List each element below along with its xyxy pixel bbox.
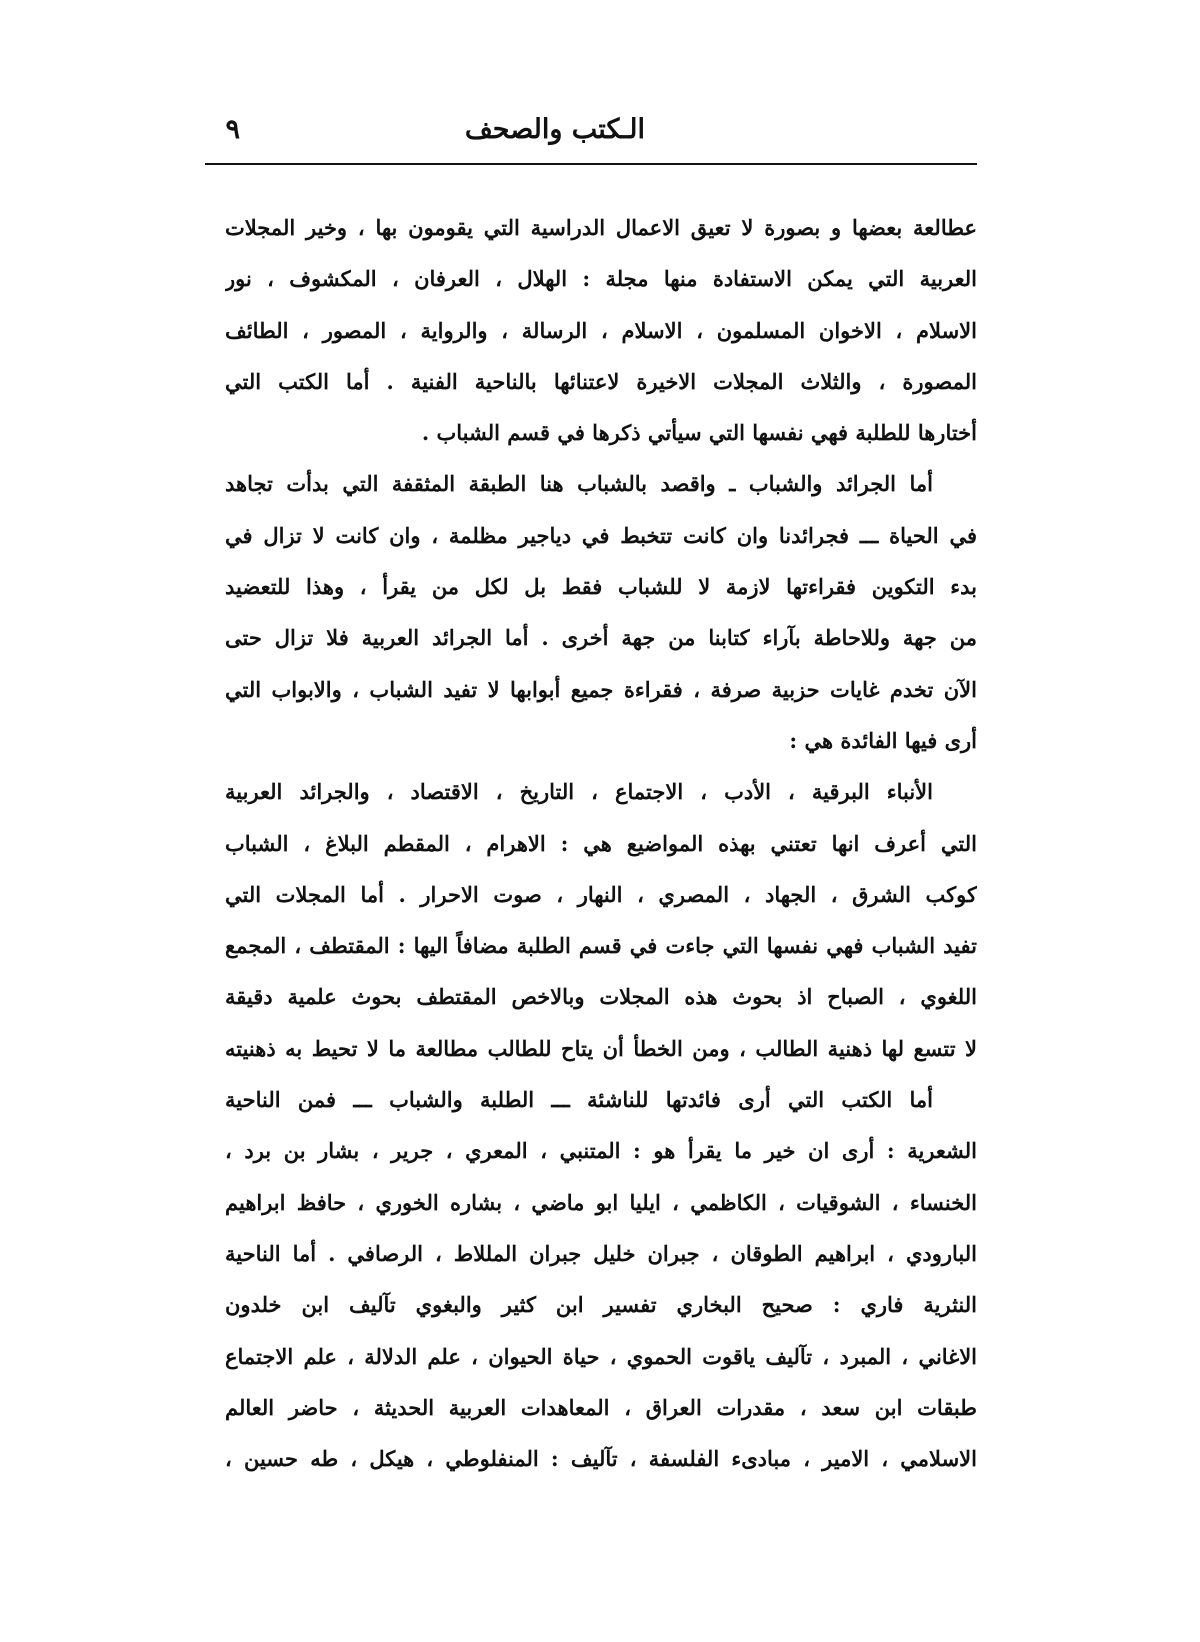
text-line: الآن تخدم غايات حزبية صرفة ، فقراءة جميع أبوابها لا تفيد الشباب ، والابواب التي: [225, 676, 977, 702]
text-line: التي أعرف انها تعتني بهذه المواضيع هي : الاهرام ، المقطم البلاغ ، الشباب: [225, 830, 977, 856]
page-header: [205, 108, 975, 160]
text-line: أما الجرائد والشباب ـ واقصد بالشباب هنا الطبقة المثقفة التي بدأت تجاهد: [225, 471, 933, 497]
text-line: النثرية فاري : صحيح البخاري تفسير ابن كثير والبغوي تآليف ابن خلدون: [225, 1292, 977, 1318]
text-line: المصورة ، والثلاث المجلات الاخيرة لاعتنائها بالناحية الفنية . أما الكتب التي: [225, 368, 977, 394]
text-line: أرى فيها الفائدة هي :: [789, 727, 977, 753]
body-text: [225, 202, 977, 1484]
page-number: ٩: [225, 114, 240, 145]
text-line: طبقات ابن سعد ، مقدرات العراق ، المعاهدات العربية الحديثة ، حاضر العالم: [225, 1394, 977, 1420]
text-line: الشعرية : أرى ان خير ما يقرأ هو : المتنبي ، المعري ، جرير ، بشار بن برد ،: [225, 1138, 977, 1164]
text-line: اللغوي ، الصباح اذ بحوث هذه المجلات وبالاخص المقتطف بحوث علمية دقيقة: [225, 984, 977, 1010]
header-rule: [205, 163, 977, 165]
text-line: الاسلام ، الاخوان المسلمون ، الاسلام ، الرسالة ، والرواية ، المصور ، الطائف: [225, 317, 977, 343]
text-line: الاسلامي ، الامير ، مبادىء الفلسفة ، تآليف : المنفلوطي ، هيكل ، طه حسين ،: [225, 1446, 977, 1472]
text-line: الاغاني ، المبرد ، تآليف ياقوت الحموي ، حياة الحيوان ، علم الدلالة ، علم الاجتماع: [225, 1343, 977, 1369]
text-line: عطالعة بعضها و بصورة لا تعيق الاعمال الدراسية التي يقومون بها ، وخير المجلات: [225, 215, 977, 240]
text-line: الخنساء ، الشوقيات ، الكاظمي ، ايليا ابو ماضي ، بشاره الخوري ، حافظ ابراهيم: [225, 1189, 977, 1215]
text-line: بدء التكوين فقراءتها لازمة لا للشباب فقط بل لكل من يقرأ ، وهذا للتعضيد: [225, 574, 977, 600]
text-line: تفيد الشباب فهي نفسها التي جاءت في قسم الطلبة مضافاً اليها : المقتطف ، المجمع: [225, 933, 977, 959]
text-line: العربية التي يمكن الاستفادة منها مجلة : الهلال ، العرفان ، المكشوف ، نور: [225, 266, 977, 292]
text-line: في الحياة ـــ فجرائدنا وان كانت تتخبط في دياجير مظلمة ، وان كانت لا تزال في: [225, 522, 977, 548]
text-line: كوكب الشرق ، الجهاد ، المصري ، النهار ، صوت الاحرار . أما المجلات التي: [225, 881, 977, 907]
running-head: الـكتب والصحف: [464, 114, 645, 145]
text-line: أختارها للطلبة فهي نفسها التي سيأتي ذكرها في قسم الشباب .: [421, 420, 977, 446]
text-line: لا تتسع لها ذهنية الطالب ، ومن الخطأ أن يتاح للطالب مطالعة ما لا تحيط به ذهنيته: [225, 1035, 977, 1061]
text-line: الأنباء البرقية ، الأدب ، الاجتماع ، التاريخ ، الاقتصاد ، والجرائد العربية: [225, 779, 933, 805]
text-line: من جهة وللاحاطة بآراء كتابنا من جهة أخرى . أما الجرائد العربية فلا تزال حتى: [225, 625, 977, 651]
text-line: البارودي ، ابراهيم الطوقان ، جبران خليل جبران المللاط ، الرصافي . أما الناحية: [225, 1240, 977, 1266]
text-line: أما الكتب التي أرى فائدتها للناشئة ـــ الطلبة والشباب ـــ فمن الناحية: [225, 1087, 933, 1113]
